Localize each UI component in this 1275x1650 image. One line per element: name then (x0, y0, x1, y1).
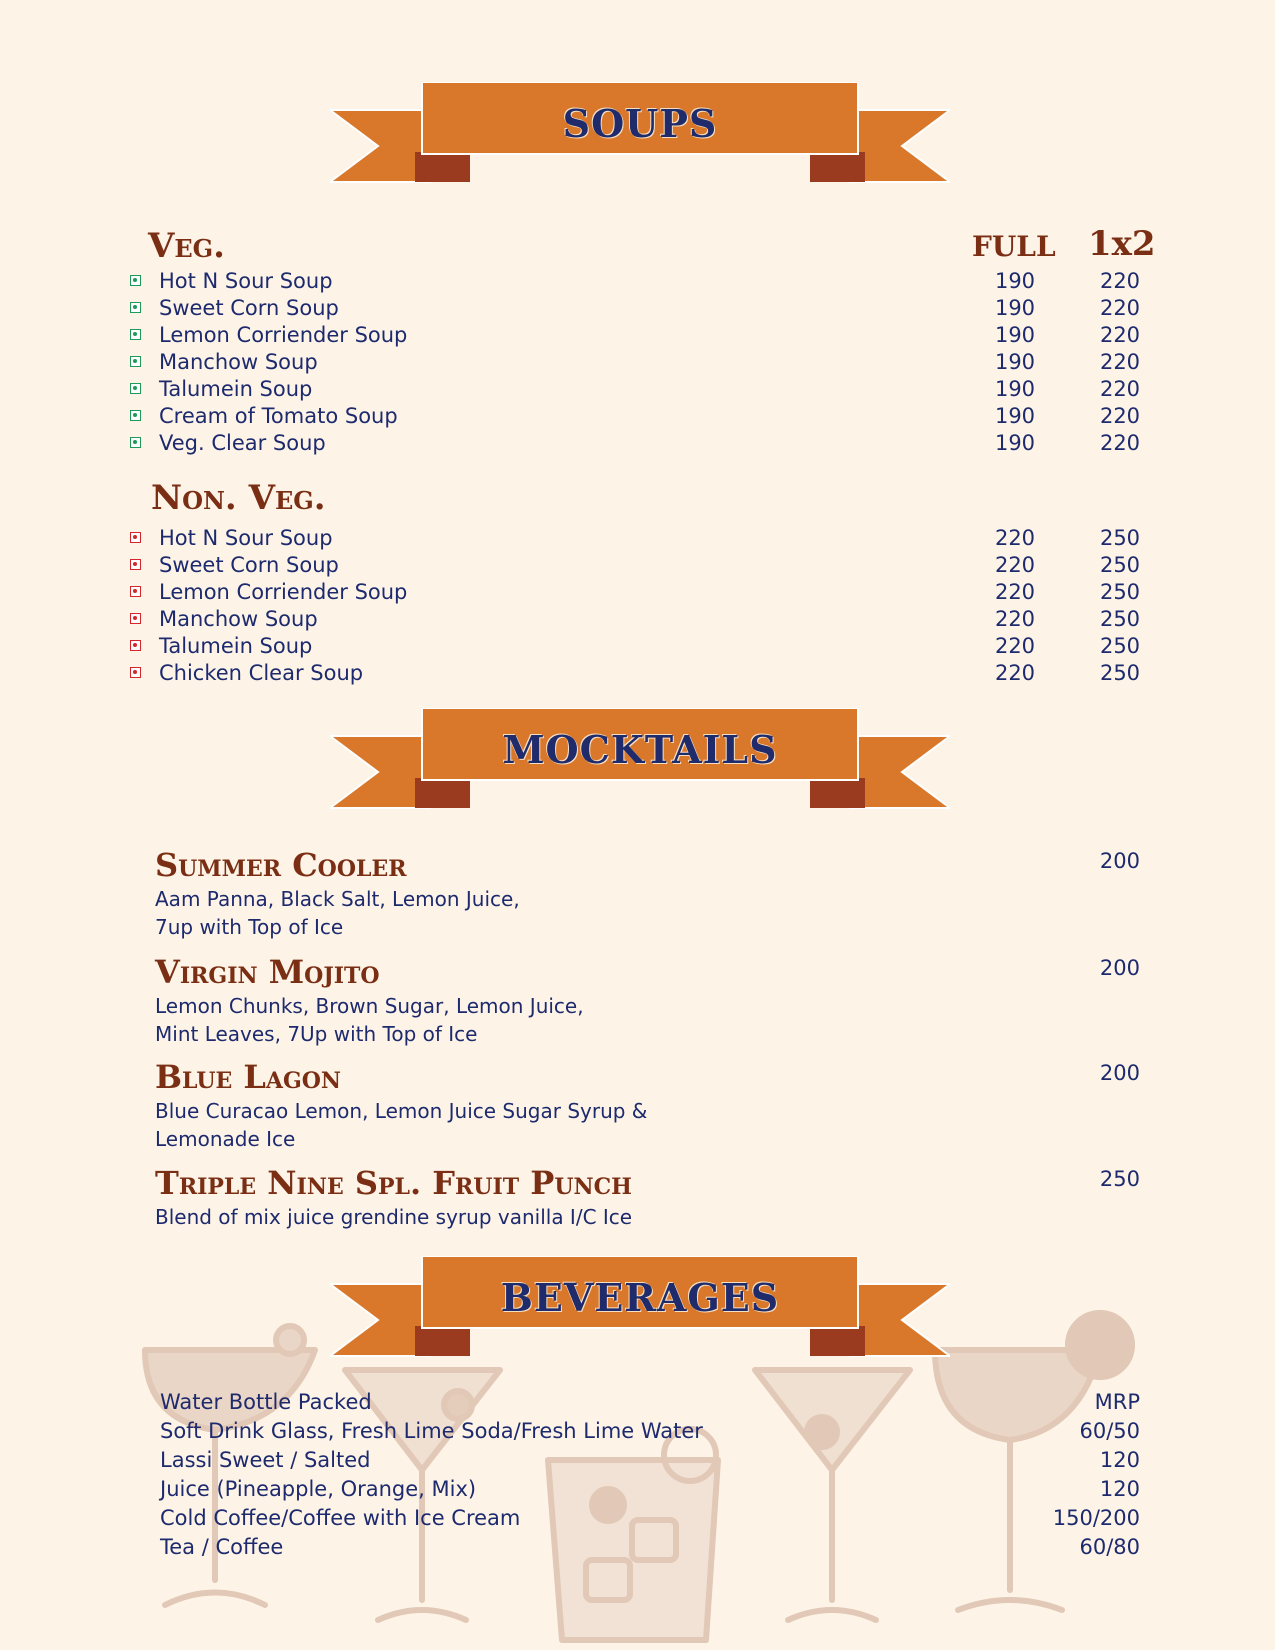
price-half: 250 (1099, 661, 1141, 685)
list-item (128, 431, 1148, 458)
list-item (128, 634, 1148, 661)
list-item (160, 1448, 1140, 1476)
mocktail-name: Triple Nine Spl. Fruit Punch (155, 1164, 632, 1202)
item-name: Lemon Corriender Soup (159, 580, 408, 604)
item-name: Veg. Clear Soup (159, 431, 326, 455)
mocktail-description: Aam Panna, Black Salt, Lemon Juice, 7up with Top of Ice (155, 887, 520, 939)
price-half: 250 (1099, 580, 1141, 604)
mocktail-description: Lemon Chunks, Brown Sugar, Lemon Juice, Mint Leaves, 7Up with Top of Ice (155, 994, 584, 1046)
veg-mark-icon (130, 329, 141, 340)
price-full: 190 (994, 377, 1036, 401)
list-item (160, 1477, 1140, 1505)
mocktail-description: Blue Curacao Lemon, Lemon Juice Sugar Syrup & Lemonade Ice (155, 1099, 648, 1151)
nonveg-heading: Non. Veg. (151, 478, 326, 518)
list-item (128, 607, 1148, 634)
item-name: Tea / Coffee (160, 1535, 284, 1559)
price-half: 220 (1099, 404, 1141, 428)
mocktail-name: Blue Lagon (155, 1058, 342, 1096)
mocktail-item (155, 952, 1140, 1048)
price-full: 190 (994, 404, 1036, 428)
price-full: 220 (994, 661, 1036, 685)
mocktail-price: 200 (1099, 849, 1140, 873)
item-name: Sweet Corn Soup (159, 296, 339, 320)
item-price: 150/200 (1052, 1506, 1140, 1530)
list-item (128, 580, 1148, 607)
mocktail-item (155, 1057, 1140, 1153)
item-name: Hot N Sour Soup (159, 269, 333, 293)
list-item (128, 404, 1148, 431)
item-price: MRP (1094, 1390, 1140, 1414)
list-item (128, 661, 1148, 688)
item-name: Cream of Tomato Soup (159, 404, 398, 428)
veg-heading: Veg. (148, 226, 226, 266)
price-full: 220 (994, 580, 1036, 604)
veg-mark-icon (130, 356, 141, 367)
mocktails-banner (330, 708, 950, 812)
item-name: Manchow Soup (159, 607, 318, 631)
list-item (128, 377, 1148, 404)
mocktail-name: Summer Cooler (155, 846, 407, 884)
price-half: 250 (1099, 607, 1141, 631)
soups-banner (330, 82, 950, 186)
beverages-banner-title: BEVERAGES (500, 1275, 780, 1320)
nonveg-mark-icon (130, 613, 141, 624)
price-half: 220 (1099, 431, 1141, 455)
nonveg-mark-icon (130, 559, 141, 570)
veg-mark-icon (130, 275, 141, 286)
list-item (160, 1535, 1140, 1563)
mocktail-item (155, 1163, 1140, 1231)
price-full: 190 (994, 350, 1036, 374)
mocktail-price: 200 (1099, 1061, 1140, 1085)
soups-banner-title: SOUPS (562, 101, 718, 146)
mocktail-description: Blend of mix juice grendine syrup vanilla I/C Ice (155, 1205, 633, 1229)
item-name: Hot N Sour Soup (159, 526, 333, 550)
price-full: 220 (994, 634, 1036, 658)
nonveg-mark-icon (130, 586, 141, 597)
list-item (160, 1390, 1140, 1418)
item-price: 60/50 (1079, 1419, 1140, 1443)
list-item (160, 1419, 1140, 1447)
price-half: 220 (1099, 350, 1141, 374)
list-item (128, 350, 1148, 377)
price-full: 220 (994, 607, 1036, 631)
veg-mark-icon (130, 383, 141, 394)
price-half: 250 (1099, 634, 1141, 658)
price-half: 250 (1099, 553, 1141, 577)
price-full: 220 (994, 553, 1036, 577)
list-item (128, 526, 1148, 553)
price-full: 190 (994, 323, 1036, 347)
item-name: Manchow Soup (159, 350, 318, 374)
col-half-header: 1x2 (1088, 224, 1156, 264)
item-name: Talumein Soup (159, 634, 313, 658)
item-name: Juice (Pineapple, Orange, Mix) (160, 1477, 477, 1501)
veg-mark-icon (130, 437, 141, 448)
mocktail-item (155, 845, 1140, 941)
price-full: 190 (994, 431, 1036, 455)
mocktail-price: 200 (1099, 956, 1140, 980)
veg-mark-icon (130, 302, 141, 313)
price-half: 220 (1099, 269, 1141, 293)
list-item (128, 323, 1148, 350)
item-name: Water Bottle Packed (160, 1390, 372, 1414)
nonveg-mark-icon (130, 532, 141, 543)
col-full-header: FULL (972, 230, 1056, 263)
list-item (128, 269, 1148, 296)
list-item (128, 296, 1148, 323)
mocktail-price: 250 (1099, 1167, 1140, 1191)
item-price: 60/80 (1079, 1535, 1140, 1559)
mocktails-banner-title: MOCKTAILS (502, 727, 778, 772)
price-full: 190 (994, 296, 1036, 320)
price-half: 220 (1099, 296, 1141, 320)
item-name: Chicken Clear Soup (159, 661, 364, 685)
nonveg-mark-icon (130, 667, 141, 678)
item-name: Lassi Sweet / Salted (160, 1448, 371, 1472)
list-item (160, 1506, 1140, 1534)
price-half: 250 (1099, 526, 1141, 550)
list-item (128, 553, 1148, 580)
item-price: 120 (1099, 1477, 1140, 1501)
mocktail-name: Virgin Mojito (155, 953, 380, 991)
price-half: 220 (1099, 323, 1141, 347)
item-name: Talumein Soup (159, 377, 313, 401)
item-name: Lemon Corriender Soup (159, 323, 408, 347)
item-name: Cold Coffee/Coffee with Ice Cream (160, 1506, 521, 1530)
item-price: 120 (1099, 1448, 1140, 1472)
item-name: Soft Drink Glass, Fresh Lime Soda/Fresh Lime Water (160, 1419, 703, 1443)
nonveg-mark-icon (130, 640, 141, 651)
item-name: Sweet Corn Soup (159, 553, 339, 577)
price-half: 220 (1099, 377, 1141, 401)
beverages-banner (330, 1256, 950, 1360)
veg-mark-icon (130, 410, 141, 421)
price-full: 220 (994, 526, 1036, 550)
price-full: 190 (994, 269, 1036, 293)
